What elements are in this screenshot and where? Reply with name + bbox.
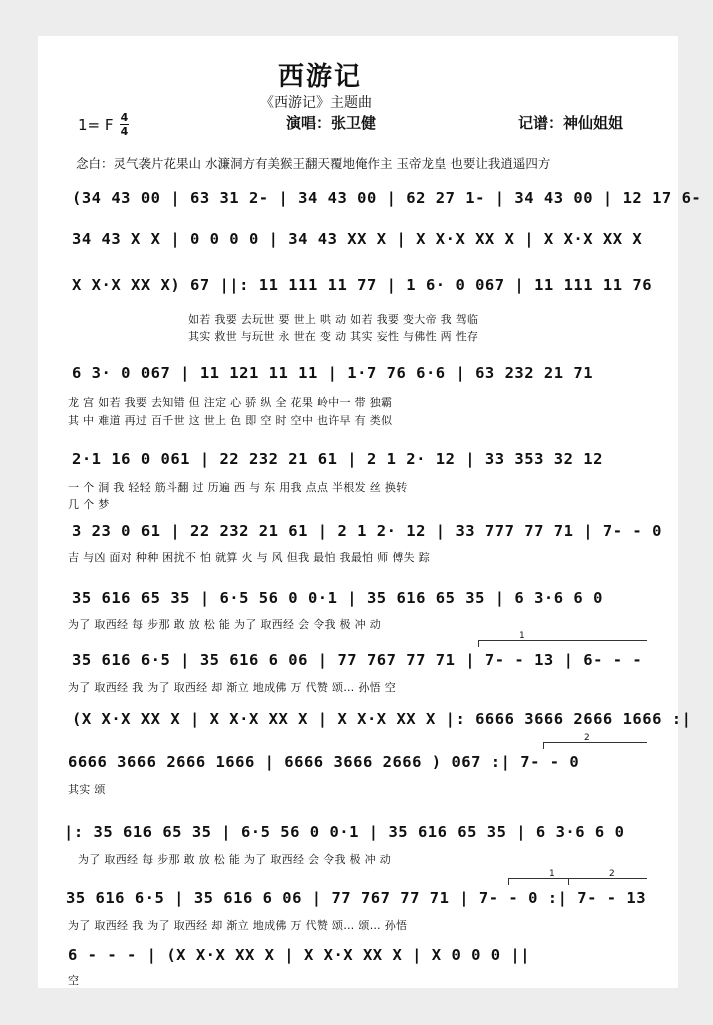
lyric-line: 几 个 梦 [68, 498, 110, 511]
lyric-line: 空 [68, 974, 80, 987]
lyric-line: 其 中 难道 再过 百千世 这 世上 色 即 空 时 空中 也许早 有 类似 [68, 414, 393, 427]
singer-credit: 演唱：张卫健 [286, 114, 377, 132]
volta-bracket: 1 [478, 640, 647, 647]
lyric-line: 如若 我要 去玩世 要 世上 哄 动 如若 我要 变大帝 我 驾临 [188, 313, 479, 326]
volta-bracket: 2 [568, 878, 647, 885]
notation-line: (X X·X XX X | X X·X XX X | X X·X XX X |: 6666 3666 2666 1666 :| [72, 710, 692, 728]
time-signature [120, 112, 129, 137]
notation-line: 6 3· 0 067 | 11 121 11 11 | 1·7 76 6·6 | 63 232 21 71 [72, 364, 594, 382]
lyric-line: 为了 取西经 我 为了 取西经 却 渐立 地成佛 万 代赞 颂… 颂… 孙悟 [68, 919, 408, 932]
notation-line: 35 616 6·5 | 35 616 6 06 | 77 767 77 71 | 7- - 0 :| 7- - 13 [66, 889, 647, 907]
volta-bracket: 1 [508, 878, 569, 885]
lyric-line: 一 个 洞 我 轻轻 筋斗翻 过 历遍 西 与 东 用我 点点 半根发 丝 换转 [68, 481, 408, 494]
notation-line: |: 35 616 65 35 | 6·5 56 0 0·1 | 35 616 65 35 | 6 3·6 6 0 [64, 823, 625, 841]
recitation-text: 念白：灵气袭片花果山 水濂洞方有美猴王翻天覆地俺作主 玉帝龙皇 也要让我逍遥四方 [76, 156, 551, 171]
notation-line: 6666 3666 2666 1666 | 6666 3666 2666 ) 067 :| 7- - 0 [68, 753, 580, 771]
notation-line: 35 616 65 35 | 6·5 56 0 0·1 | 35 616 65 35 | 6 3·6 6 0 [72, 589, 603, 607]
lyric-line: 为了 取西经 每 步那 敢 放 松 能 为了 取西经 会 令我 极 冲 动 [68, 618, 382, 631]
notation-line: (34 43 00 | 63 31 2- | 34 43 00 | 62 27 1- | 34 43 00 | 12 17 6- [72, 189, 702, 207]
lyric-line: 龙 宫 如若 我要 去知错 但 注定 心 骄 纵 全 花果 岭中一 带 独霸 [68, 396, 393, 409]
lyric-line: 其实 颂 [68, 783, 106, 796]
song-title: 西游记 [278, 62, 363, 92]
key-signature: 1= F [78, 116, 114, 134]
notation-line: 2·1 16 0 061 | 22 232 21 61 | 2 1 2· 12 | 33 353 32 12 [72, 450, 603, 468]
lyric-line: 为了 取西经 每 步那 敢 放 松 能 为了 取西经 会 令我 极 冲 动 [78, 853, 392, 866]
lyric-line: 吉 与凶 面对 种种 困扰不 怕 就算 火 与 风 但我 最怕 我最怕 师 傅失 踪 [68, 551, 431, 564]
score-sheet [38, 36, 702, 988]
notation-line: X X·X XX X) 67 ||: 11 111 11 77 | 1 6· 0 067 | 11 111 11 76 [72, 276, 653, 294]
notation-line: 35 616 6·5 | 35 616 6 06 | 77 767 77 71 | 7- - 13 | 6- - - [72, 651, 643, 669]
notation-line: 34 43 X X | 0 0 0 0 | 34 43 XX X | X X·X XX X | X X·X XX X [72, 230, 643, 248]
notation-line: 3 23 0 61 | 22 232 21 61 | 2 1 2· 12 | 33 777 77 71 | 7- - 0 [72, 522, 662, 540]
lyric-line: 为了 取西经 我 为了 取西经 却 渐立 地成佛 万 代赞 颂… 孙悟 空 [68, 681, 397, 694]
time-signature-top: 4 [120, 111, 129, 124]
time-signature-bottom: 4 [120, 125, 129, 138]
notation-line: 6 - - - | (X X·X XX X | X X·X XX X | X 0 0 0 || [68, 946, 531, 964]
song-subtitle: 《西游记》主题曲 [260, 95, 372, 111]
volta-bracket: 2 [543, 742, 647, 749]
transcriber-credit: 记谱：神仙姐姐 [518, 114, 624, 132]
lyric-line: 其实 救世 与玩世 永 世在 变 动 其实 妄性 与佛性 两 性存 [188, 330, 479, 343]
